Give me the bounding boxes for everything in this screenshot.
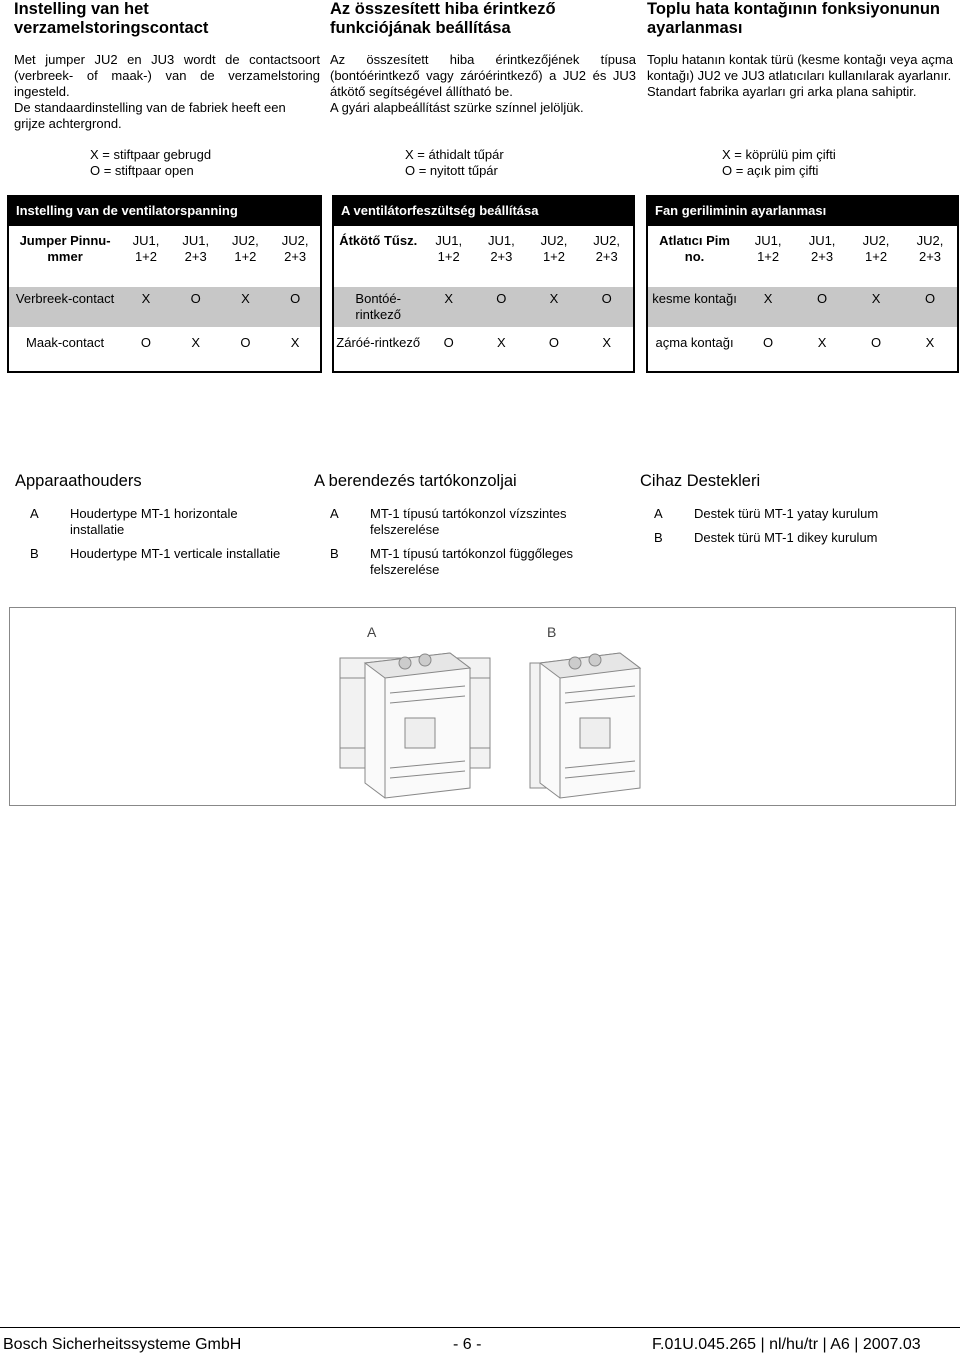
mounts-title-nl: Apparaathouders xyxy=(15,472,142,490)
item-text: Houdertype MT-1 verticale installatie xyxy=(70,546,281,561)
table-header-cell: JU1, 2+3 xyxy=(808,233,836,264)
legend-line: O = stiftpaar open xyxy=(90,163,194,178)
table-row xyxy=(9,287,321,327)
table-cell: O xyxy=(270,287,320,327)
table-cell: Verbreek-contact xyxy=(9,287,122,327)
device-illustration xyxy=(10,608,955,805)
table-cell: Záróé-rintkező xyxy=(334,327,423,372)
legend-line: X = áthidalt tűpár xyxy=(405,147,504,162)
table-cell: X xyxy=(528,287,581,327)
table-header-cell: JU2, 1+2 xyxy=(232,233,259,264)
mounts-list-hu xyxy=(330,506,590,586)
item-letter: A xyxy=(330,506,339,521)
table-cell: O xyxy=(849,327,903,372)
item-text: Houdertype MT-1 horizontale installatie xyxy=(70,506,238,537)
table-title: Instelling van de ventilatorspanning xyxy=(9,197,321,226)
table-header-cell: Atlatıcı Pim no. xyxy=(648,226,742,288)
item-letter: A xyxy=(30,506,39,521)
mounts-list-nl xyxy=(30,506,290,570)
table-cell: O xyxy=(903,287,957,327)
item-letter: B xyxy=(330,546,339,561)
legend-line: X = stiftpaar gebrugd xyxy=(90,147,212,162)
mounts-title-hu: A berendezés tartókonzoljai xyxy=(314,472,517,490)
item-text: Destek türü MT-1 dikey kurulum xyxy=(694,530,878,545)
table-cell: X xyxy=(270,327,320,372)
section-title-nl: Instelling van het verzamelstoringscontact xyxy=(14,0,209,37)
table-cell: O xyxy=(475,287,528,327)
table-header-cell: JU2, 2+3 xyxy=(903,226,957,288)
list-item xyxy=(30,546,290,562)
list-item xyxy=(30,506,290,538)
table-cell: açma kontağı xyxy=(648,327,742,372)
item-text: MT-1 típusú tartókonzol vízszintes felszerelése xyxy=(370,506,567,537)
intro-nl xyxy=(14,52,320,132)
table-title: Fan geriliminin ayarlanması xyxy=(648,197,958,226)
table-cell: X xyxy=(580,327,633,372)
table-row xyxy=(334,327,634,372)
table-header-cell: Átkötő Tűsz. xyxy=(334,226,423,288)
table-header-cell: JU1, 2+3 xyxy=(182,233,210,264)
item-text: MT-1 típusú tartókonzol függőleges felszerelése xyxy=(370,546,574,577)
footer-company: Bosch Sicherheitssysteme GmbH xyxy=(3,1336,242,1353)
intro-paragraph: Standart fabrika ayarları gri arka plana sahiptir. xyxy=(647,84,917,99)
jumper-table-hu xyxy=(333,196,634,372)
table-cell: O xyxy=(580,287,633,327)
mounts-title-tr: Cihaz Destekleri xyxy=(640,472,761,490)
list-item xyxy=(330,506,590,538)
table-cell: Maak-contact xyxy=(9,327,122,372)
table-cell: X xyxy=(171,327,221,372)
table-header-cell: JU2, 2+3 xyxy=(580,226,633,288)
table-cell: X xyxy=(741,287,795,327)
table-cell: O xyxy=(528,327,581,372)
list-item xyxy=(330,546,590,578)
item-letter: A xyxy=(654,506,663,521)
table-cell: X xyxy=(795,327,849,372)
table-cell: kesme kontağı xyxy=(648,287,742,327)
table-cell: X xyxy=(422,287,475,327)
legend-hu xyxy=(405,147,504,179)
legend-line: O = nyitott tűpár xyxy=(405,163,498,178)
table-header-cell: JU1, 1+2 xyxy=(754,233,782,264)
table-header-cell: JU1, 1+2 xyxy=(132,233,160,264)
item-letter: B xyxy=(30,546,39,561)
footer-page-number: - 6 - xyxy=(453,1336,482,1353)
table-title: A ventilátorfeszültség beállítása xyxy=(334,197,634,226)
table-cell: X xyxy=(121,287,171,327)
table-row xyxy=(9,327,321,372)
intro-paragraph: Toplu hatanın kontak türü (kesme kontağı veya açma kontağı) JU2 ve JU3 atlatıcıları kullanılarak ayarlanır. xyxy=(647,52,953,83)
list-item xyxy=(654,506,914,522)
section-hu xyxy=(330,0,636,116)
table-row xyxy=(648,287,958,327)
device-a-drawing xyxy=(340,653,490,798)
table-cell: O xyxy=(171,287,221,327)
table-header-cell: JU2, 1+2 xyxy=(540,233,568,264)
table-cell: O xyxy=(121,327,171,372)
table-header-cell: JU1, 2+3 xyxy=(487,233,515,264)
table-cell: X xyxy=(475,327,528,372)
table-header-cell: JU1, 1+2 xyxy=(435,233,463,264)
intro-paragraph: Met jumper JU2 en JU3 wordt de contactsoort (verbreek- of maak-) van de verzamelstoring ingesteld. xyxy=(14,52,320,99)
table-header-cell: JU2, 1+2 xyxy=(862,233,890,264)
mounting-figure xyxy=(9,607,956,806)
table-cell: O xyxy=(741,327,795,372)
table-cell: Bontóé-rintkező xyxy=(334,287,423,327)
footer-doc-ref: F.01U.045.265 | nl/hu/tr | A6 | 2007.03 xyxy=(652,1336,921,1353)
table-row xyxy=(648,327,958,372)
table-cell: X xyxy=(849,287,903,327)
table-cell: X xyxy=(903,327,957,372)
table-cell: O xyxy=(221,327,271,372)
section-nl xyxy=(14,0,320,132)
item-letter: B xyxy=(654,530,663,545)
jumper-table-tr xyxy=(647,196,958,372)
list-item xyxy=(654,530,914,546)
section-title-hu: Az összesített hiba érintkező funkciójának beállítása xyxy=(330,0,556,37)
figure-label-b: B xyxy=(547,624,557,640)
intro-tr xyxy=(647,52,953,100)
intro-paragraph: A gyári alapbeállítást szürke színnel jelöljük. xyxy=(330,100,584,115)
legend-line: O = açık pim çifti xyxy=(722,163,819,178)
item-text: Destek türü MT-1 yatay kurulum xyxy=(694,506,879,521)
jumper-table-nl xyxy=(8,196,321,372)
page-footer xyxy=(0,1327,960,1356)
table-header-cell: JU2, 2+3 xyxy=(270,226,320,288)
intro-paragraph: Az összesített hiba érintkezőjének típusa (bontóérintkező vagy záróérintkező) a JU2 és JU3 átkötő segítségével állítható be. xyxy=(330,52,636,99)
device-b-drawing xyxy=(530,653,640,798)
section-title-tr: Toplu hata kontağının fonksiyonunun ayarlanması xyxy=(647,0,941,37)
legend-line: X = köprülü pim çifti xyxy=(722,147,836,162)
table-cell: X xyxy=(221,287,271,327)
table-row xyxy=(334,287,634,327)
figure-label-a: A xyxy=(367,624,377,640)
intro-paragraph: De standaardinstelling van de fabriek heeft een grijze achtergrond. xyxy=(14,100,286,131)
mounts-list-tr xyxy=(654,506,914,554)
table-header-cell: Jumper Pinnu-mmer xyxy=(9,226,122,288)
legend-nl xyxy=(90,147,211,179)
section-tr xyxy=(647,0,953,100)
intro-hu xyxy=(330,52,636,116)
table-cell: O xyxy=(795,287,849,327)
legend-tr xyxy=(722,147,836,179)
table-cell: O xyxy=(422,327,475,372)
